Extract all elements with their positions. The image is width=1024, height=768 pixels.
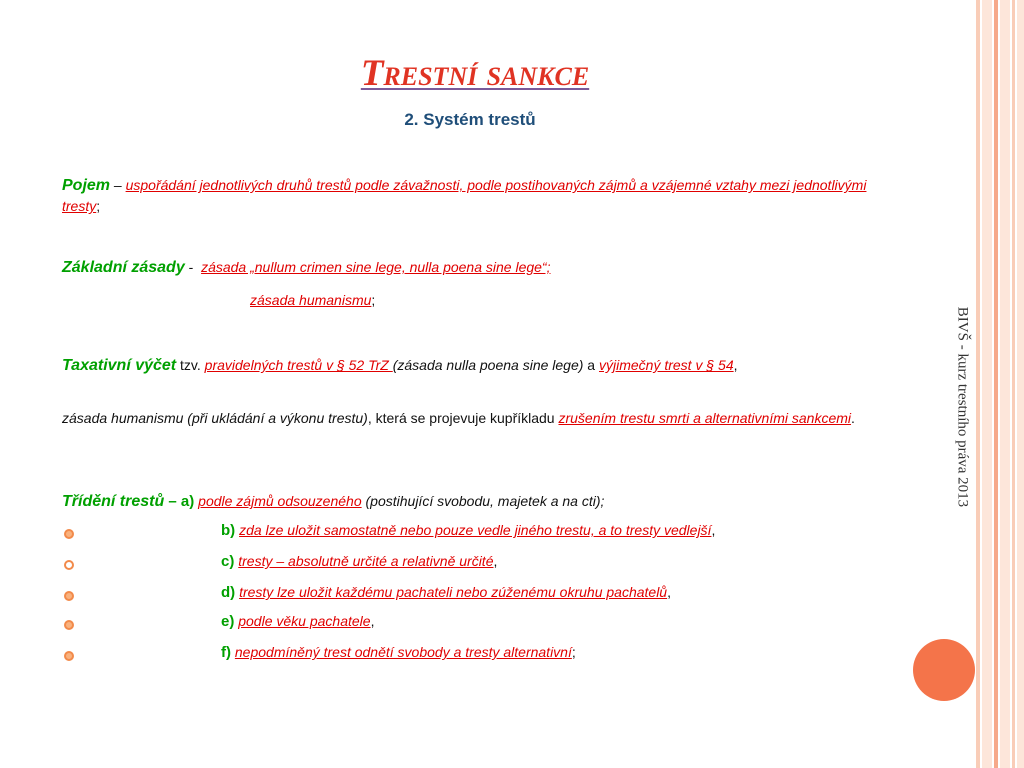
- decorative-circle: [913, 639, 975, 701]
- zasada-nullum-crimen-link[interactable]: zásada „nullum crimen sine lege, nulla poena sine lege“;: [201, 259, 551, 275]
- trideni-a-link[interactable]: podle zájmů odsouzeného: [198, 493, 362, 509]
- trideni-f-link[interactable]: nepodmíněný trest odnětí svobody a tresty alternativní: [234, 644, 572, 660]
- trideni-e-link[interactable]: podle věku pachatele: [238, 613, 371, 629]
- trideni-d-link[interactable]: tresty lze uložit každému pachateli nebo zúženému okruhu pachatelů: [239, 584, 668, 600]
- pojem-paragraph: Pojem – uspořádání jednotlivých druhů trestů podle závažnosti, podle postihovaných zájmů a vzájemné vztahy mezi jednotlivými tresty;: [62, 177, 867, 214]
- vyjimecny-trest-link[interactable]: výjimečný trest v § 54: [599, 357, 734, 373]
- bullet-icon: [64, 529, 74, 539]
- bullet-icon: [64, 591, 74, 601]
- list-item: b) zda lze uložit samostatně nebo pouze vedle jiného trestu, a to tresty vedlejší,: [221, 522, 716, 539]
- bullet-icon: [64, 620, 74, 630]
- list-item: e) podle věku pachatele,: [221, 613, 375, 630]
- slide-subtitle: 2. Systém trestů: [404, 110, 536, 129]
- zasady-term: Základní zásady: [62, 259, 185, 276]
- pravidelne-tresty-link[interactable]: pravidelných trestů v § 52 TrZ: [204, 357, 393, 373]
- side-footer-label: BIVŠ - kurz trestního práva 2013: [954, 306, 971, 508]
- pojem-term: Pojem: [62, 177, 111, 194]
- pojem-definition-link[interactable]: uspořádání jednotlivých druhů trestů podle závažnosti, podle postihovaných zájmů a vzájemné vztahy mezi jednotlivými tresty: [62, 177, 867, 214]
- vycet-paragraph: Taxativní výčet tzv. pravidelných trestů v § 52 TrZ (zásada nulla poena sine lege) a výjimečný trest v § 54,: [62, 357, 738, 374]
- bullet-icon: [64, 560, 74, 570]
- list-item: d) tresty lze uložit každému pachateli nebo zúženému okruhu pachatelů,: [221, 584, 671, 601]
- side-stripes: [976, 0, 1024, 768]
- zasady-paragraph: Základní zásady - zásada „nullum crimen sine lege, nulla poena sine lege“;: [62, 259, 551, 276]
- humanismus-paragraph: zásada humanismu (při ukládání a výkonu trestu), která se projevuje kupříkladu zrušením trestu smrti a alternativními sankcemi.: [62, 410, 855, 426]
- zasady-item-2: zásada humanismu;: [250, 292, 376, 308]
- vycet-term: Taxativní výčet: [62, 357, 177, 374]
- zasada-humanismu-link[interactable]: zásada humanismu: [250, 292, 372, 308]
- trideni-b-link[interactable]: zda lze uložit samostatně nebo pouze vedle jiného trestu, a to tresty vedlejší: [239, 522, 712, 538]
- trideni-paragraph: Třídění trestů – a) podle zájmů odsouzeného (postihující svobodu, majetek a na cti);: [62, 493, 605, 510]
- list-item: f) nepodmíněný trest odnětí svobody a tresty alternativní;: [221, 644, 576, 661]
- zruseni-trestu-smrti-link[interactable]: zrušením trestu smrti a alternativními sankcemi: [558, 410, 852, 426]
- list-item: c) tresty – absolutně určité a relativně určité,: [221, 553, 498, 570]
- trideni-c-link[interactable]: tresty – absolutně určité a relativně určité: [238, 553, 494, 569]
- bullet-icon: [64, 651, 74, 661]
- trideni-term: Třídění trestů: [62, 493, 165, 510]
- slide-title: Trestní sankce: [360, 53, 590, 94]
